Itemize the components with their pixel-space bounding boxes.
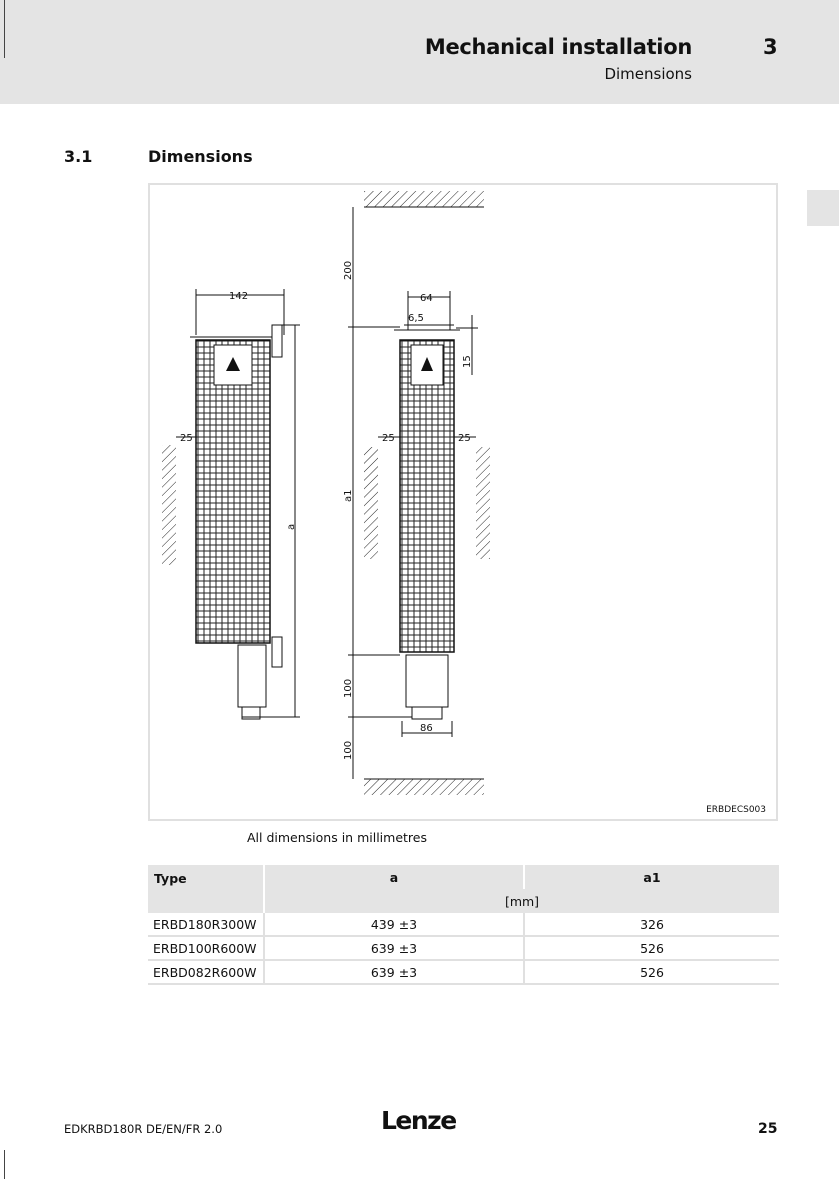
label-100-b: 100	[343, 740, 354, 760]
label-86: 86	[420, 723, 433, 734]
figure-code: ERBDECS003	[706, 805, 766, 815]
wall-right-b	[476, 447, 490, 559]
cell-a: 639 ±3	[264, 960, 524, 984]
cell-a1: 526	[640, 940, 664, 956]
label-25-left: 25	[180, 433, 193, 444]
page-number: 25	[758, 1121, 778, 1137]
dimension-drawing	[150, 185, 780, 823]
lenze-logo: Lenze	[381, 1106, 456, 1135]
thumb-index-tab	[807, 190, 839, 226]
header-a: a	[264, 865, 524, 889]
header-a1: a1	[524, 865, 779, 889]
table-row	[148, 960, 779, 984]
table-row	[148, 913, 779, 936]
label-6-5: 6,5	[408, 313, 424, 324]
header-band	[0, 0, 839, 104]
cell-type: ERBD082R600W	[148, 960, 264, 984]
wall-left-b	[364, 447, 378, 559]
crop-mark-bottom	[4, 1150, 5, 1179]
label-142: 142	[229, 291, 249, 302]
label-a1: a1	[343, 489, 354, 502]
cell-type: ERBD100R600W	[148, 936, 264, 960]
crop-mark-top	[4, 0, 5, 58]
label-25-a: 25	[382, 433, 395, 444]
chapter-number: 3	[763, 35, 778, 59]
label-100-a: 100	[343, 678, 354, 698]
dimensions-table	[148, 865, 779, 985]
label-64: 64	[420, 293, 433, 304]
label-15: 15	[462, 355, 473, 368]
section-number: 3.1	[64, 147, 93, 166]
cell-a1: 326	[640, 916, 664, 932]
dimension-figure	[148, 183, 778, 821]
wall-left-a	[162, 445, 176, 565]
label-a: a	[286, 523, 297, 530]
cell-a: 639 ±3	[264, 936, 524, 960]
cell-type: ERBD180R300W	[148, 913, 264, 936]
cell-a: 439 ±3	[264, 913, 524, 936]
chapter-subtitle: Dimensions	[604, 65, 692, 83]
section-title: Dimensions	[148, 147, 253, 166]
table-row	[148, 936, 779, 960]
wall-top	[364, 191, 484, 207]
header-unit: [mm]	[264, 889, 779, 913]
left-resistor-view	[190, 325, 282, 719]
figure-caption: All dimensions in millimetres	[247, 830, 427, 845]
document-id: EDKRBD180R DE/EN/FR 2.0	[64, 1122, 223, 1136]
label-25-b: 25	[458, 433, 471, 444]
chapter-title: Mechanical installation	[424, 35, 692, 59]
right-resistor-view	[394, 330, 460, 719]
header-type: Type	[148, 865, 264, 913]
wall-bottom	[364, 779, 484, 795]
label-200: 200	[343, 260, 354, 280]
cell-a1: 526	[640, 964, 664, 980]
